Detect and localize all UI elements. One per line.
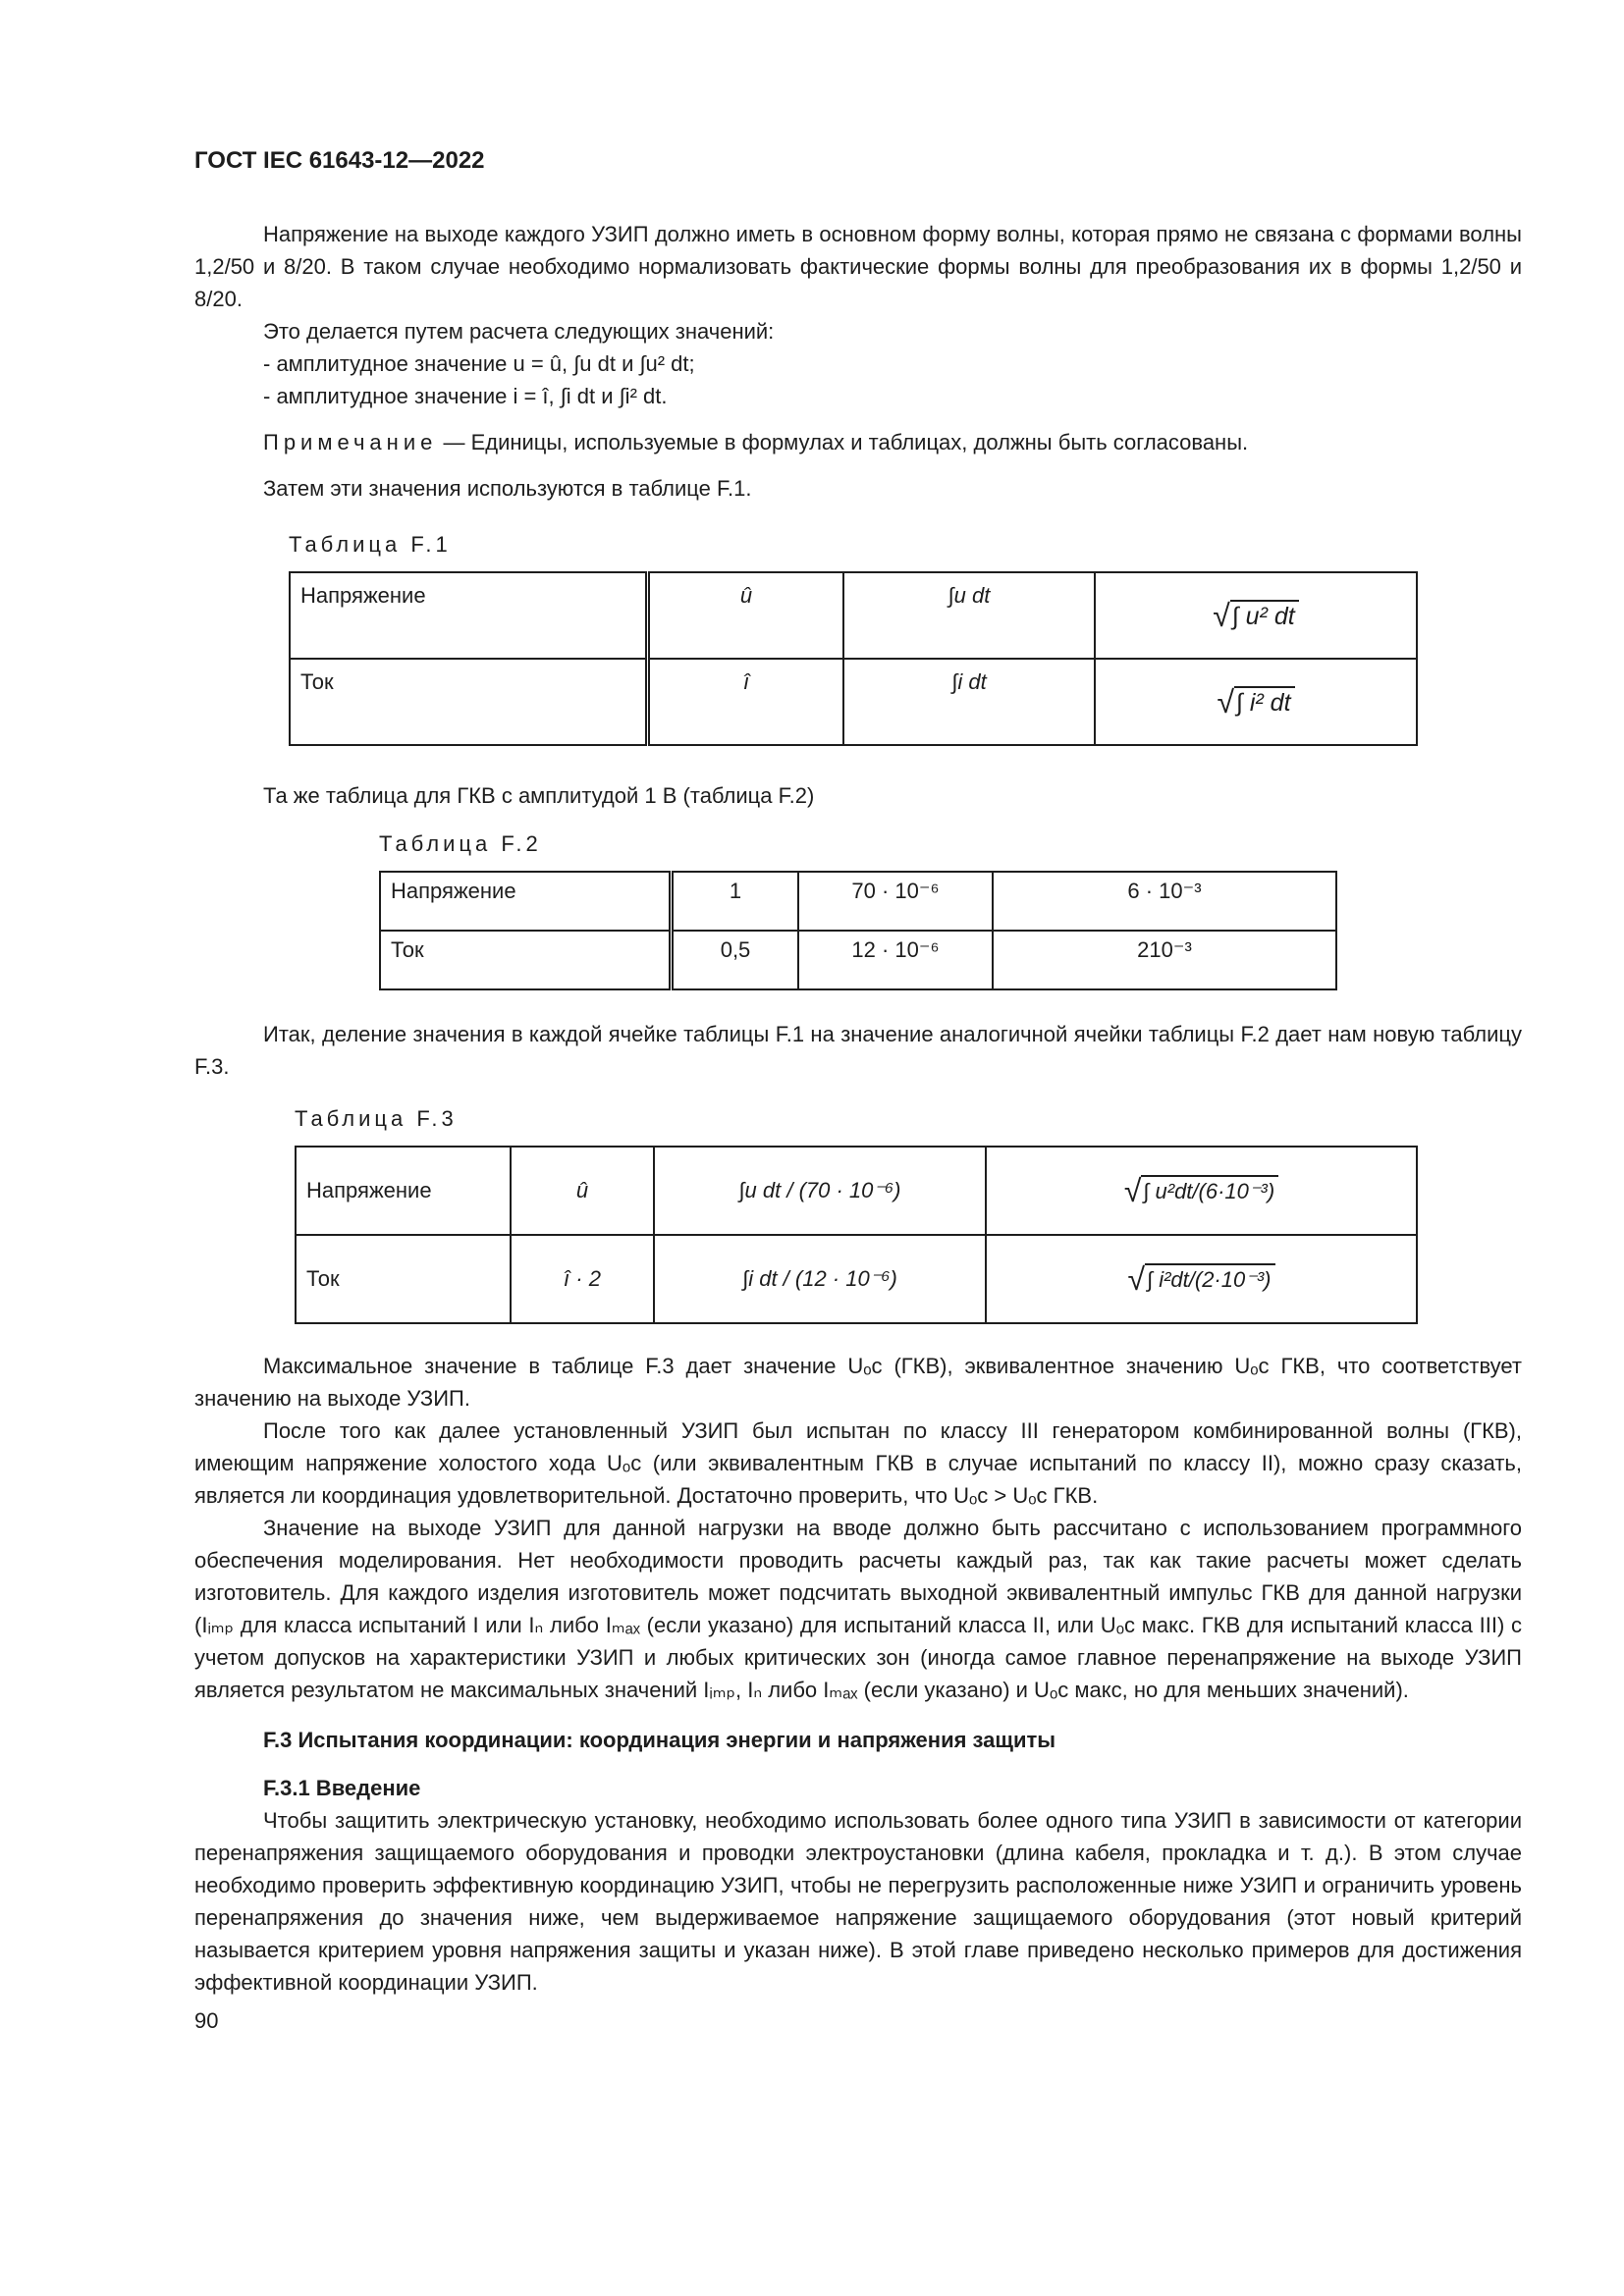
table-cell: 1 (672, 872, 799, 931)
table-cell: î · 2 (511, 1235, 654, 1323)
table-cell: û (648, 572, 844, 659)
table-row (290, 659, 1417, 745)
table-cell: Ток (296, 1235, 511, 1323)
paragraph-7: После того как далее установленный УЗИП был испытан по классу III генератором комбинированной волны (ГКВ), имеющим напряжение холостого хода Uₒc (или эквивалентным ГКВ в случае испытаний по классу II), можно сразу сказать, является ли координация удовлетворительной. Достаточно проверить, что Uₒc > Uₒc ГКВ. (194, 1418, 1522, 1508)
sqrt-formula: √ ∫ i² dt (1217, 686, 1294, 718)
paragraph-3: Затем эти значения используются в таблице F.1. (263, 476, 752, 501)
paragraph-8: Значение на выходе УЗИП для данной нагрузки на вводе должно быть рассчитано с использованием программного обеспечения моделирования. Нет необходимости проводить расчеты каждый раз, так как такие расчеты может сделать изготовитель. Для каждого изделия изготовитель может подсчитать выходной эквивалентный импульс ГКВ для данной нагрузки (Iᵢₘₚ для класса испытаний I или Iₙ либо Iₘₐₓ (если указано) для испытаний класса II, или Uₒc макс. ГКВ для испытаний класса III) с учетом допусков на характеристики УЗИП и любых критических зон (иногда самое главное перенапряжение на выходе УЗИП является результатом не максимальных значений Iᵢₘₚ, Iₙ либо Iₘₐₓ (если указано) и Uₒc макс, но для меньших значений). (194, 1516, 1522, 1702)
table-cell (986, 1235, 1417, 1323)
document-page (194, 147, 1522, 2034)
paragraph-1: Напряжение на выходе каждого УЗИП должно иметь в основном форму волны, которая прямо не связана с формами волны 1,2/50 и 8/20. В таком случае необходимо нормализовать фактические формы волны для преобразования их в формы 1,2/50 и 8/20. (194, 222, 1522, 311)
table-cell: Напряжение (290, 572, 648, 659)
table-cell: Ток (290, 659, 648, 745)
table-cell: 210⁻³ (993, 931, 1336, 989)
list-item: - амплитудное значение u = û, ∫u dt и ∫u² dt; (263, 351, 695, 376)
table-cell: ∫u dt / (70 · 10⁻⁶) (654, 1147, 986, 1235)
paragraph-6: Максимальное значение в таблице F.3 дает значение Uₒc (ГКВ), эквивалентное значению Uₒc ГКВ, что соответствует значению на выходе УЗИП. (194, 1354, 1522, 1411)
table-row (290, 572, 1417, 659)
table-cell: û (511, 1147, 654, 1235)
sqrt-formula: √ ∫ i²dt/(2·10⁻³) (1128, 1263, 1275, 1295)
table-row (380, 872, 1336, 931)
sqrt-formula: √ ∫ u²dt/(6·10⁻³) (1124, 1175, 1278, 1206)
table-cell: 6 · 10⁻³ (993, 872, 1336, 931)
table-cell: 70 · 10⁻⁶ (798, 872, 993, 931)
table-f2 (379, 871, 1337, 990)
paragraph-5: Итак, деление значения в каждой ячейке таблицы F.1 на значение аналогичной ячейки таблицы F.2 дает нам новую таблицу F.3. (194, 1022, 1522, 1079)
table-f1 (289, 571, 1418, 746)
note (194, 426, 1522, 458)
table-cell: î (648, 659, 844, 745)
paragraph-4: Та же таблица для ГКВ с амплитудой 1 В (таблица F.2) (263, 783, 815, 808)
table-f3 (295, 1146, 1418, 1324)
table-cell (1095, 572, 1417, 659)
list-item: - амплитудное значение i = î, ∫i dt и ∫i² dt. (263, 384, 668, 408)
table-f2-block (379, 831, 1522, 990)
subsection-heading: F.3.1 Введение (263, 1776, 421, 1800)
document-header: ГОСТ IEC 61643-12—2022 (194, 147, 485, 174)
page-number: 90 (194, 2008, 219, 2033)
table-cell: ∫i dt / (12 · 10⁻⁶) (654, 1235, 986, 1323)
table-f2-caption: Таблица F.2 (379, 831, 542, 856)
paragraph-9: Чтобы защитить электрическую установку, необходимо использовать более одного типа УЗИП в зависимости от категории перенапряжения защищаемого оборудования и проводки электроустановки (длина кабеля, прокладка и т. д.). В этом случае необходимо проверить эффективную координацию УЗИП, чтобы не перегрузить расположенные ниже УЗИП и ограничить уровень перенапряжения до значения ниже, чем выдерживаемое напряжение защищаемого оборудования (этот новый критерий называется критерием уровня напряжения защиты и указан ниже). В этой главе приведено несколько примеров для достижения эффективной координации УЗИП. (194, 1808, 1522, 1995)
table-cell (1095, 659, 1417, 745)
table-row (296, 1147, 1417, 1235)
table-row (380, 931, 1336, 989)
table-cell (986, 1147, 1417, 1235)
paragraph-2: Это делается путем расчета следующих значений: (263, 319, 775, 344)
sqrt-formula: √ ∫ u² dt (1213, 600, 1298, 631)
table-cell: Ток (380, 931, 672, 989)
table-cell: 12 · 10⁻⁶ (798, 931, 993, 989)
table-f3-block (295, 1106, 1522, 1324)
table-cell: Напряжение (380, 872, 672, 931)
table-row (296, 1235, 1417, 1323)
table-cell: ∫i dt (843, 659, 1095, 745)
table-cell: Напряжение (296, 1147, 511, 1235)
table-f1-caption: Таблица F.1 (289, 532, 452, 557)
table-cell: ∫u dt (843, 572, 1095, 659)
table-f1-block (289, 532, 1522, 746)
table-f3-caption: Таблица F.3 (295, 1106, 458, 1131)
note-text: — Единицы, используемые в формулах и таблицах, должны быть согласованы. (437, 430, 1249, 454)
section-heading: F.3 Испытания координации: координация энергии и напряжения защиты (263, 1728, 1056, 1752)
note-label: Примечание (263, 430, 438, 454)
table-cell: 0,5 (672, 931, 799, 989)
